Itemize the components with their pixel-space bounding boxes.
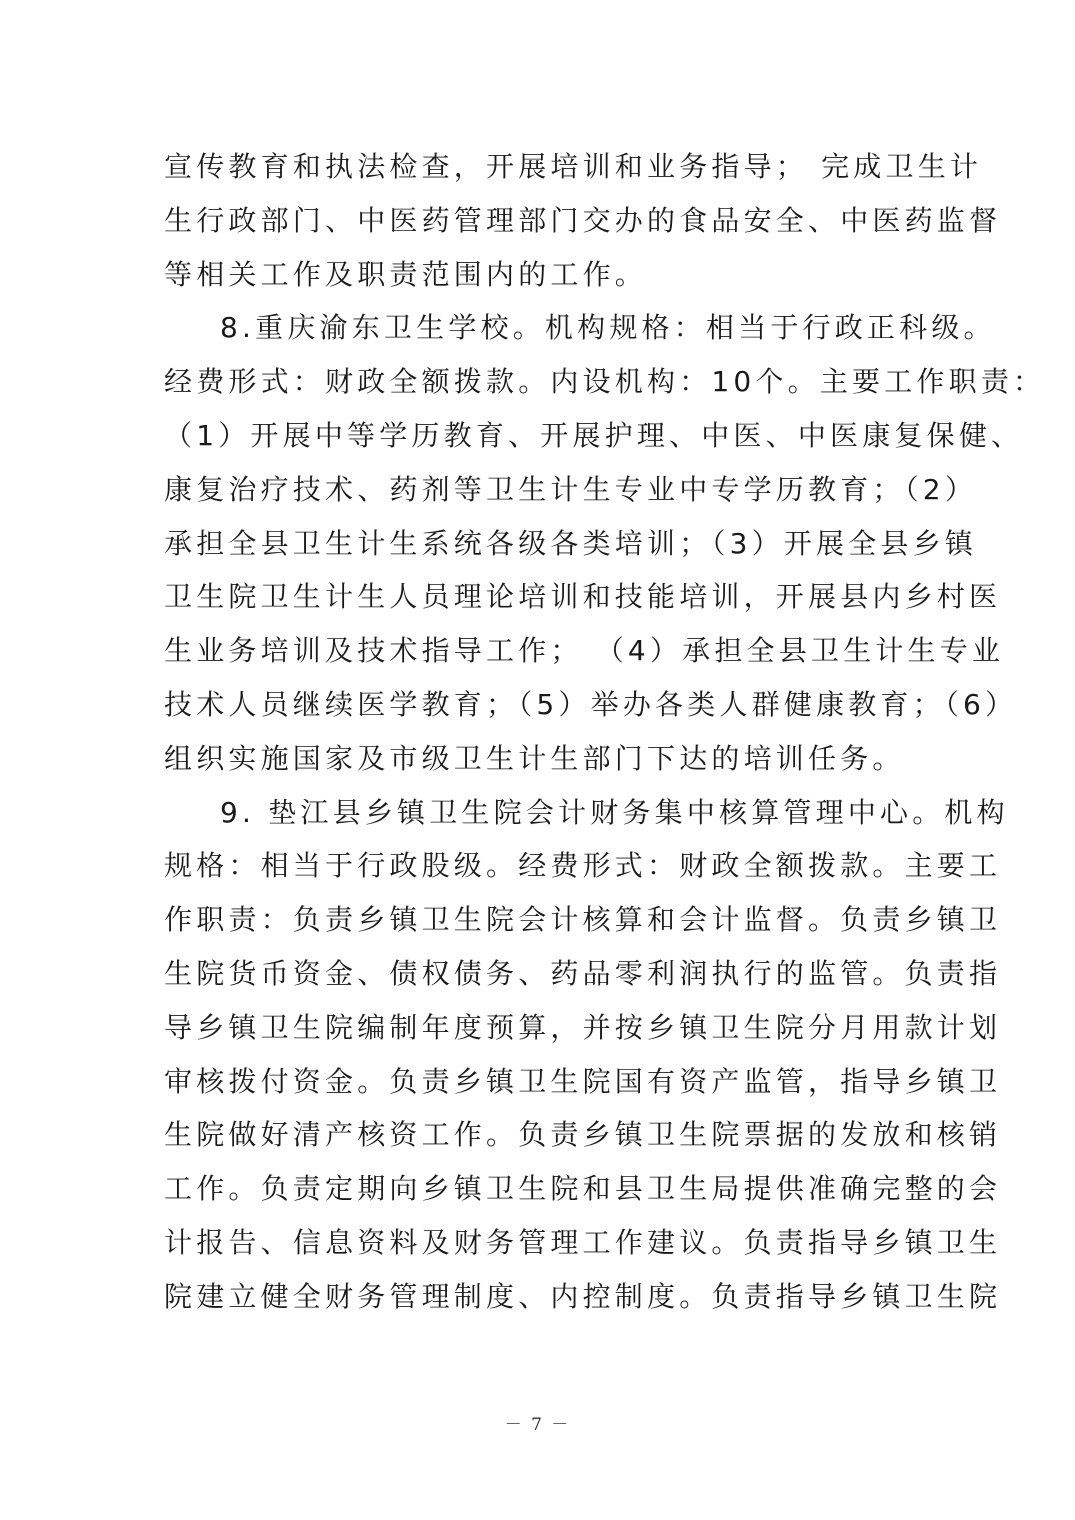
- text-line: 宣传教育和执法检查，开展培训和业务指导； 完成卫生计: [164, 150, 983, 183]
- section-8-heading-line: 8.重庆渝东卫生学校。机构规格：相当于行政正科级。: [220, 311, 996, 345]
- text-line: 生行政部门、中医药管理部门交办的食品安全、中医药监督: [164, 203, 1002, 237]
- document-body: [164, 140, 1046, 1324]
- text-line: 生院做好清产核资工作。负责乡镇卫生院票据的发放和核销: [164, 1118, 1002, 1152]
- text-line: 生院货币资金、债权债务、药品零利润执行的监管。负责指: [164, 956, 1002, 990]
- page-number: － 7 －: [504, 1415, 571, 1435]
- text-line: 技术人员继续医学教育；（5）举办各类人群健康教育；（6）: [164, 687, 1018, 721]
- text-line: 审核拨付资金。负责乡镇卫生院国有资产监管，指导乡镇卫: [164, 1064, 1002, 1098]
- text-line: 作职责：负责乡镇卫生院会计核算和会计监督。负责乡镇卫: [164, 903, 1002, 937]
- text-line: 生业务培训及技术指导工作； （4）承担全县卫生计生专业: [164, 634, 1005, 668]
- text-line: 康复治疗技术、药剂等卫生计生专业中专学历教育；（2）: [164, 472, 978, 506]
- text-line: 工作。负责定期向乡镇卫生院和县卫生局提供准确完整的会: [164, 1172, 1002, 1206]
- text-line: 经费形式：财政全额拨款。内设机构：10个。主要工作职责：: [164, 365, 1046, 399]
- text-line: 院建立健全财务管理制度、内控制度。负责指导乡镇卫生院: [164, 1279, 1002, 1313]
- text-line: 计报告、信息资料及财务管理工作建议。负责指导乡镇卫生: [164, 1225, 1002, 1259]
- text-line: （1）开展中等学历教育、开展护理、中医、中医康复保健、: [164, 418, 1024, 452]
- text-line: 导乡镇卫生院编制年度预算，并按乡镇卫生院分月用款计划: [164, 1010, 1002, 1044]
- text-line: 卫生院卫生计生人员理论培训和技能培训，开展县内乡村医: [164, 580, 1002, 614]
- text-line: 规格：相当于行政股级。经费形式：财政全额拨款。主要工: [164, 849, 1002, 883]
- text-line: 等相关工作及职责范围内的工作。: [164, 257, 648, 291]
- text-line: 组织实施国家及市级卫生计生部门下达的培训任务。: [164, 741, 905, 775]
- section-9-heading-line: 9. 垫江县乡镇卫生院会计财务集中核算管理中心。机构: [220, 795, 1009, 829]
- text-line: 承担全县卫生计生系统各级各类培训；（3）开展全县乡镇: [164, 526, 978, 560]
